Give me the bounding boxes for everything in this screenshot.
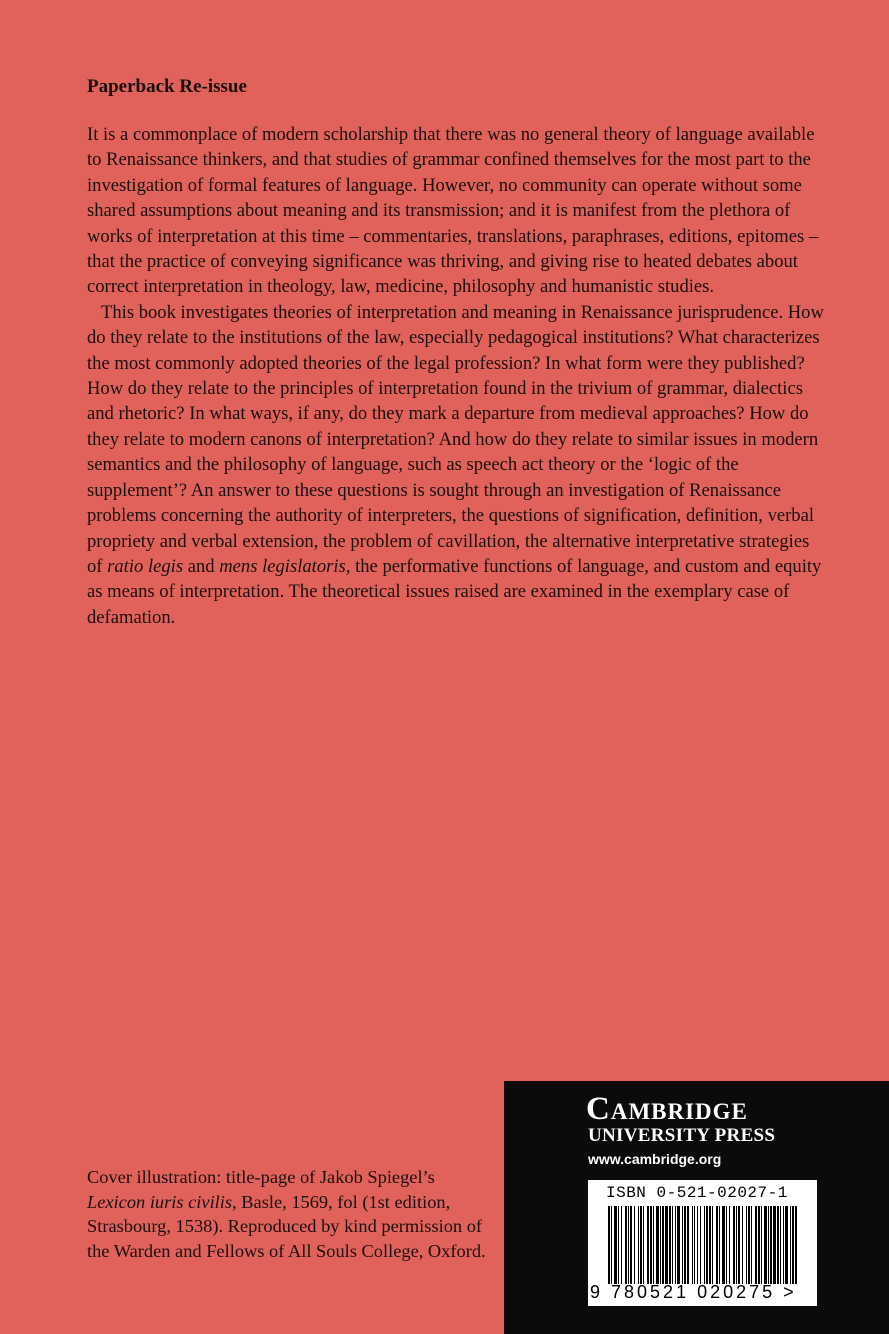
cover-illustration-caption	[87, 1165, 487, 1263]
publisher-logo-subtitle: UNIVERSITY PRESS	[588, 1125, 776, 1146]
publisher-url: www.cambridge.org	[588, 1151, 722, 1167]
heading: Paperback Re-issue	[87, 76, 247, 97]
publisher-block	[504, 1081, 889, 1334]
blurb-paragraph-2	[87, 300, 824, 630]
caption-text-1: Cover illustration: title-page of Jakob Spiegel’s	[87, 1167, 435, 1187]
publisher-logo-name: Cambridge	[586, 1091, 748, 1127]
isbn-label: ISBN 0-521-02027-1	[606, 1184, 788, 1202]
blurb-paragraph-2-and: and	[183, 555, 220, 577]
blurb	[87, 122, 824, 630]
barcode-box	[588, 1180, 817, 1306]
caption-italic-title: Lexicon iuris civilis,	[87, 1191, 237, 1212]
blurb-paragraph-1: It is a commonplace of modern scholarship that there was no general theory of language available to Renaissance thinkers, and that studies of grammar confined themselves for the most part to the investigation of formal features of language. However, no community can operate without some shared assumptions about meaning and its transmission; and it is manifest from the plethora of works of interpretation at this time – commentaries, translations, paraphrases, editions, epitomes – that the practice of conveying significance was thriving, and giving rise to heated debates about correct interpretation in theology, law, medicine, philosophy and humanistic studies.	[87, 124, 819, 298]
italic-mens-legislatoris: mens legislatoris,	[219, 555, 351, 577]
blurb-paragraph-2-text-a: This book investigates theories of interpretation and meaning in Renaissance jurisprudence. How do they relate to the institutions of the law, especially pedagogical institutions? What characterizes the most commonly adopted theories of the legal profession? In what form were they published? How do they relate to the principles of interpretation found in the trivium of grammar, dialectics and rhetoric? In what ways, if any, do they mark a departure from medieval approaches? How do they relate to modern canons of interpretation? And how do they relate to similar issues in modern semantics and the philosophy of language, such as speech act theory or the ‘logic of the supplement’? An answer to these questions is sought through an investigation of Renaissance problems concerning the authority of interpreters, the questions of signification, definition, verbal propriety and verbal extension, the problem of cavillation, the alternative interpretative strategies of	[87, 301, 824, 577]
blurb-paragraph-2-text-b: the performative functions of language, and custom and equity as means of interpretation. The theoretical issues raised are examined in the exemplary case of defamation.	[87, 555, 822, 628]
barcode-number: 9 780521 020275 >	[590, 1282, 797, 1302]
italic-ratio-legis: ratio legis	[107, 555, 184, 577]
barcode-icon	[608, 1206, 798, 1284]
caption-text-2: Basle, 1569, fol (1st edition, Strasbourg, 1538). Reproduced by kind permission of the Warden and Fellows of All Souls College, Oxford.	[87, 1191, 486, 1261]
